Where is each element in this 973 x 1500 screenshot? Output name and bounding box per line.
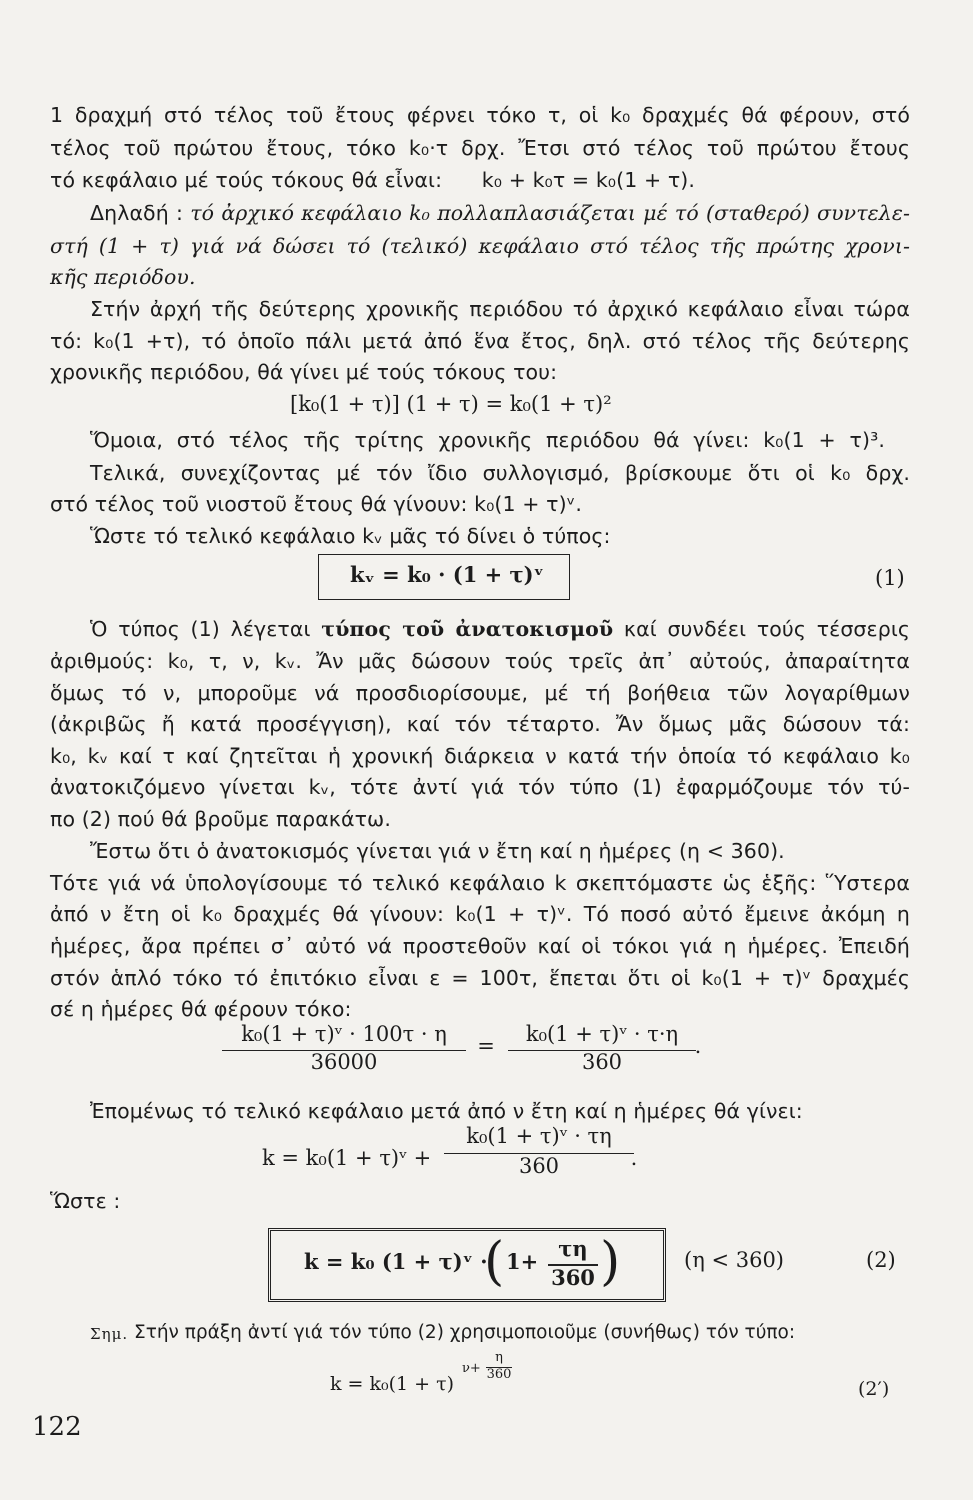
text-line-27: Ἐπομένως τό τελικό κεφάλαιο μετά ἀπό ν ἔτη καί η ἡμέρες θά γίνει: xyxy=(90,1099,803,1123)
text-line-26: σέ η ἡμέρες θά φέρουν τόκο: xyxy=(50,997,352,1021)
text-line-25: στόν ἁπλό τόκο τό ἐπιτόκιο εἶναι ε = 100τ, ἕπεται ὅτι οἱ k₀(1 + τ)ᵛ δραχμές xyxy=(50,966,910,990)
fraction-2-denominator: 360 xyxy=(581,1050,623,1074)
text-line-14-a: Ὁ τύπος (1) λέγεται xyxy=(90,617,322,641)
formula-2prime-exp-denominator: 360 xyxy=(486,1367,512,1382)
text-line-21: Ἔστω ὅτι ὁ ἀνατοκισμός γίνεται γιά ν ἔτη καί η ἡμέρες (η < 360). xyxy=(90,839,785,863)
text-line-7: Στήν ἀρχή τῆς δεύτερης χρονικῆς περιόδου τό ἀρχικό κεφάλαιο εἶναι τώρα xyxy=(90,297,910,321)
fraction-3-period: . xyxy=(630,1146,638,1170)
fraction-2-period: . xyxy=(694,1034,702,1058)
text-line-5: στή (1 + τ) γιά νά δώσει τό (τελικό) κεφάλαιο στό τέλος τῆς πρώτης χρονι- xyxy=(50,234,910,258)
formula-1-tag: (1) xyxy=(875,566,905,590)
text-line-19: ἀνατοκιζόμενο γίνεται kᵥ, τότε ἀντί γιά τόν τύπο (1) ἐφαρμόζουμε τόν τύ- xyxy=(50,775,910,799)
text-line-10: Ὅμοια, στό τέλος τῆς τρίτης χρονικῆς περιόδου θά γίνει: k₀(1 + τ)³. xyxy=(90,428,885,452)
text-line-6: κῆς περιόδου. xyxy=(50,265,196,289)
fraction-3-numerator: k₀(1 + τ)ᵛ · τη xyxy=(466,1124,612,1148)
text-line-24: ἡμέρες, ἄρα πρέπει σ᾽ αὐτό νά προστεθοῦν καί οἱ τόκοι γιά η ἡμέρες. Ἐπειδή xyxy=(50,934,910,958)
text-line-14 xyxy=(90,614,910,644)
formula-2prime-exp-numerator: η xyxy=(495,1350,503,1365)
text-line-20: πο (2) πού θά βροῦμε παρακάτω. xyxy=(50,807,391,831)
formula-2-right-paren: ) xyxy=(600,1232,621,1292)
equation-second-period: [k₀(1 + τ)] (1 + τ) = k₀(1 + τ)² xyxy=(290,392,612,416)
text-line-3: τό κεφάλαιο μέ τούς τόκους θά εἶναι: k₀ + k₀τ = k₀(1 + τ). xyxy=(50,168,696,192)
formula-2-one-plus: 1+ xyxy=(506,1249,539,1274)
text-line-4 xyxy=(90,198,910,228)
formula-2prime-exponent: ν+ xyxy=(462,1361,481,1376)
text-line-23: ἀπό ν ἔτη οἱ k₀ δραχμές θά γίνουν: k₀(1 + τ)ᵛ. Τό ποσό αὐτό ἔμεινε ἀκόμη η xyxy=(50,902,910,926)
formula-2prime-tag: (2′) xyxy=(858,1378,890,1400)
fraction-3-denominator: 360 xyxy=(518,1154,560,1178)
text-line-12: στό τέλος τοῦ νιοστοῦ ἔτους θά γίνουν: k₀(1 + τ)ᵛ. xyxy=(50,492,582,516)
dilladi-label: Δηλαδή : xyxy=(90,201,191,225)
note-text: Στήν πράξη ἀντί γιά τόν τύπο (2) χρησιμοποιοῦμε (συνήθως) τόν τύπο: xyxy=(134,1322,796,1343)
fraction-1-numerator: k₀(1 + τ)ᵛ · 100τ · η xyxy=(241,1022,447,1046)
text-line-13: Ὥστε τό τελικό κεφάλαιο kᵥ μᾶς τό δίνει ὁ τύπος: xyxy=(90,524,611,548)
text-line-28: Ὥστε : xyxy=(50,1189,121,1213)
text-line-18: k₀, kᵥ καί τ καί ζητεῖται ἡ χρονική διάρκεια ν κατά τήν ὁποία τό κεφάλαιο k₀ xyxy=(50,744,910,768)
fraction-2-numerator: k₀(1 + τ)ᵛ · τ·η xyxy=(525,1022,679,1046)
formula-2-frac-numerator: τη xyxy=(558,1236,588,1261)
fraction-equals: = xyxy=(477,1034,495,1058)
equation-final-capital: k = k₀(1 + τ)ᵛ + xyxy=(262,1146,432,1170)
note-label: Σημ. xyxy=(90,1325,129,1343)
text-line-8: τό: k₀(1 +τ), τό ὁποῖο πάλι μετά ἀπό ἕνα ἔτος, δηλ. στό τέλος τῆς δεύτερης xyxy=(50,329,910,353)
formula-2-frac-denominator: 360 xyxy=(551,1265,595,1290)
italic-statement-1: τό ἀρχικό κεφάλαιο k₀ πολλαπλασιάζεται μέ τό (σταθερό) συντελε- xyxy=(190,201,910,225)
formula-2-left-paren: ( xyxy=(484,1232,505,1292)
fraction-1-denominator: 36000 xyxy=(310,1050,378,1074)
formula-2-left: k = k₀ (1 + τ)ᵛ · xyxy=(304,1249,488,1274)
formula-2-condition: (η < 360) xyxy=(684,1248,784,1272)
formula-2-tag: (2) xyxy=(866,1248,896,1272)
text-line-16: ὅμως τό ν, μποροῦμε νά προσδιορίσουμε, μέ τή βοήθεια τῶν λογαρίθμων xyxy=(50,681,910,705)
text-line-2: τέλος τοῦ πρώτου ἔτους, τόκο k₀·τ δρχ. Ἔτσι στό τέλος τοῦ πρώτου ἔτους xyxy=(50,136,910,160)
text-line-14-c: καί συνδέει τούς τέσσερις xyxy=(613,617,910,641)
text-line-15: ἀριθμούς: k₀, τ, ν, kᵥ. Ἄν μᾶς δώσουν τούς τρεῖς ἀπ᾽ αὐτούς, ἀπαραίτητα xyxy=(50,649,910,673)
formula-1: kᵥ = k₀ · (1 + τ)ᵛ xyxy=(350,562,544,587)
text-line-11: Τελικά, συνεχίζοντας μέ τόν ἴδιο συλλογισμό, βρίσκουμε ὅτι οἱ k₀ δρχ. xyxy=(90,461,910,485)
term-compound-interest-formula: τύπος τοῦ ἀνατοκισμοῦ xyxy=(321,617,614,641)
text-line-17: (ἀκριβῶς ἤ κατά προσέγγιση), καί τόν τέταρτο. Ἄν ὅμως μᾶς δώσουν τά: xyxy=(50,712,910,736)
formula-2prime: k = k₀(1 + τ) xyxy=(330,1373,455,1395)
text-line-22: Τότε γιά νά ὑπολογίσουμε τό τελικό κεφάλαιο k σκεπτόμαστε ὡς ἑξῆς: Ὕστερα xyxy=(50,871,910,895)
text-line-1: 1 δραχμή στό τέλος τοῦ ἔτους φέρνει τόκο τ, οἱ k₀ δραχμές θά φέρουν, στό xyxy=(50,103,910,127)
text-line-9: χρονικῆς περιόδου, θά γίνει μέ τούς τόκους του: xyxy=(50,360,558,384)
page-number: 122 xyxy=(32,1412,82,1442)
